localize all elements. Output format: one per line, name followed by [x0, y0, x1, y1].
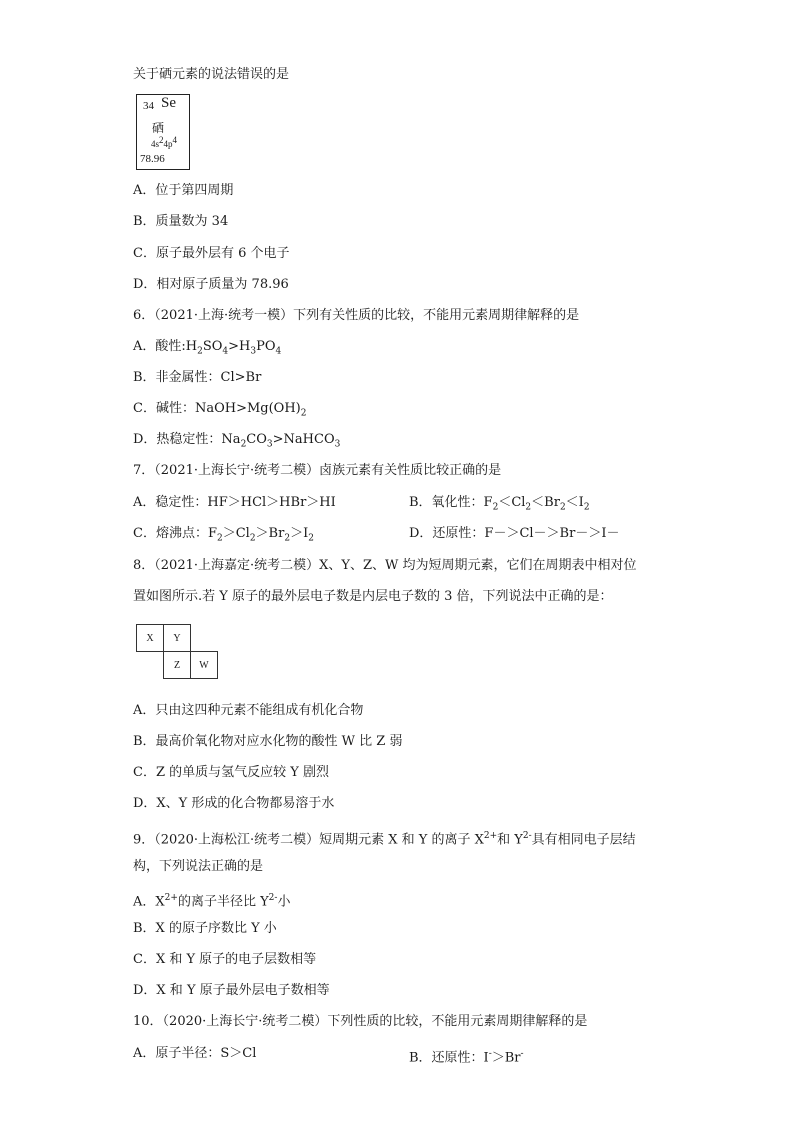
q5-option-b: B．质量数为 34	[133, 214, 229, 229]
q8-option-c: C．Z 的单质与氢气反应较 Y 剧烈	[133, 765, 329, 780]
q6-option-d: D．热稳定性：$Na_2CO_3>NaHCO_3$	[133, 432, 341, 450]
q9-stem-line2: 构，下列说法正确的是	[133, 859, 264, 874]
q9-stem-line1: 9．（2020·上海松江·统考二模）短周期元素 X 和 Y 的离子 $X^{2+}$和 $Y^{2-}$具有相同电子层结	[133, 831, 636, 848]
q7-stem: 7．（2021·上海长宁·统考二模）卤族元素有关性质比较正确的是	[133, 463, 502, 478]
q6-option-a: A．酸性$:H_2SO_4>H_3PO_4$	[133, 339, 282, 357]
element-symbol: Se	[161, 95, 176, 111]
q6-option-b: B．非金属性：Cl>Br	[133, 370, 262, 385]
q6-option-c: C．碱性：$NaOH>Mg(OH)_2$	[133, 401, 307, 419]
q8-option-a: A．只由这四种元素不能组成有机化合物	[133, 703, 364, 718]
atomic-number: 34	[143, 100, 154, 112]
cell-x: X	[136, 624, 164, 652]
q9-option-a: A．$X^{2+}$的离子半径比 $Y^{2-}$小	[133, 893, 291, 910]
atomic-mass: 78.96	[140, 153, 165, 165]
q10-option-a: A．原子半径：S＞Cl	[133, 1046, 257, 1061]
cell-w: W	[190, 651, 218, 679]
electron-config: $4s^24p^4$	[151, 135, 178, 149]
periodic-position-diagram	[136, 624, 226, 684]
q5-stem: 关于硒元素的说法错误的是	[133, 67, 290, 82]
cell-y: Y	[163, 624, 191, 652]
q7-option-d: D．还原性：F－＞Cl－＞Br－＞I－	[409, 526, 620, 541]
q10-stem: 10．（2020·上海长宁·统考二模）下列性质的比较，不能用元素周期律解释的是	[133, 1014, 588, 1029]
q7-option-c: C．熔沸点：$F_2>Cl_2>Br_2>I_2$	[133, 526, 314, 544]
q8-option-d: D．X、Y 形成的化合物都易溶于水	[133, 796, 335, 811]
q8-option-b: B．最高价氧化物对应水化物的酸性 W 比 Z 弱	[133, 734, 403, 749]
q6-stem: 6．（2021·上海·统考一模）下列有关性质的比较，不能用元素周期律解释的是	[133, 308, 580, 323]
cell-z: Z	[163, 651, 191, 679]
q9-option-b: B．X 的原子序数比 Y 小	[133, 921, 277, 936]
q10-option-b: B．还原性：I-＞Br-	[409, 1049, 524, 1066]
q8-stem-line1: 8．（2021·上海嘉定·统考二模）X、Y、Z、W 均为短周期元素，它们在周期表中相对位	[133, 558, 637, 573]
element-name: 硒	[152, 121, 165, 135]
q5-option-c: C．原子最外层有 6 个电子	[133, 246, 290, 261]
element-card-selenium	[136, 94, 190, 170]
q5-option-d: D．相对原子质量为 78.96	[133, 277, 289, 292]
q8-stem-line2: 置如图所示.若 Y 原子的最外层电子数是内层电子数的 3 倍，下列说法中正确的是：	[133, 589, 613, 604]
q5-option-a: A．位于第四周期	[133, 183, 234, 198]
q7-option-a: A．稳定性：HF＞HCl＞HBr＞HI	[133, 495, 336, 510]
q9-option-d: D．X 和 Y 原子最外层电子数相等	[133, 983, 330, 998]
q9-option-c: C．X 和 Y 原子的电子层数相等	[133, 952, 317, 967]
q7-option-b: B．氧化性：$F_2<Cl_2<Br_2<I_2$	[409, 495, 590, 513]
